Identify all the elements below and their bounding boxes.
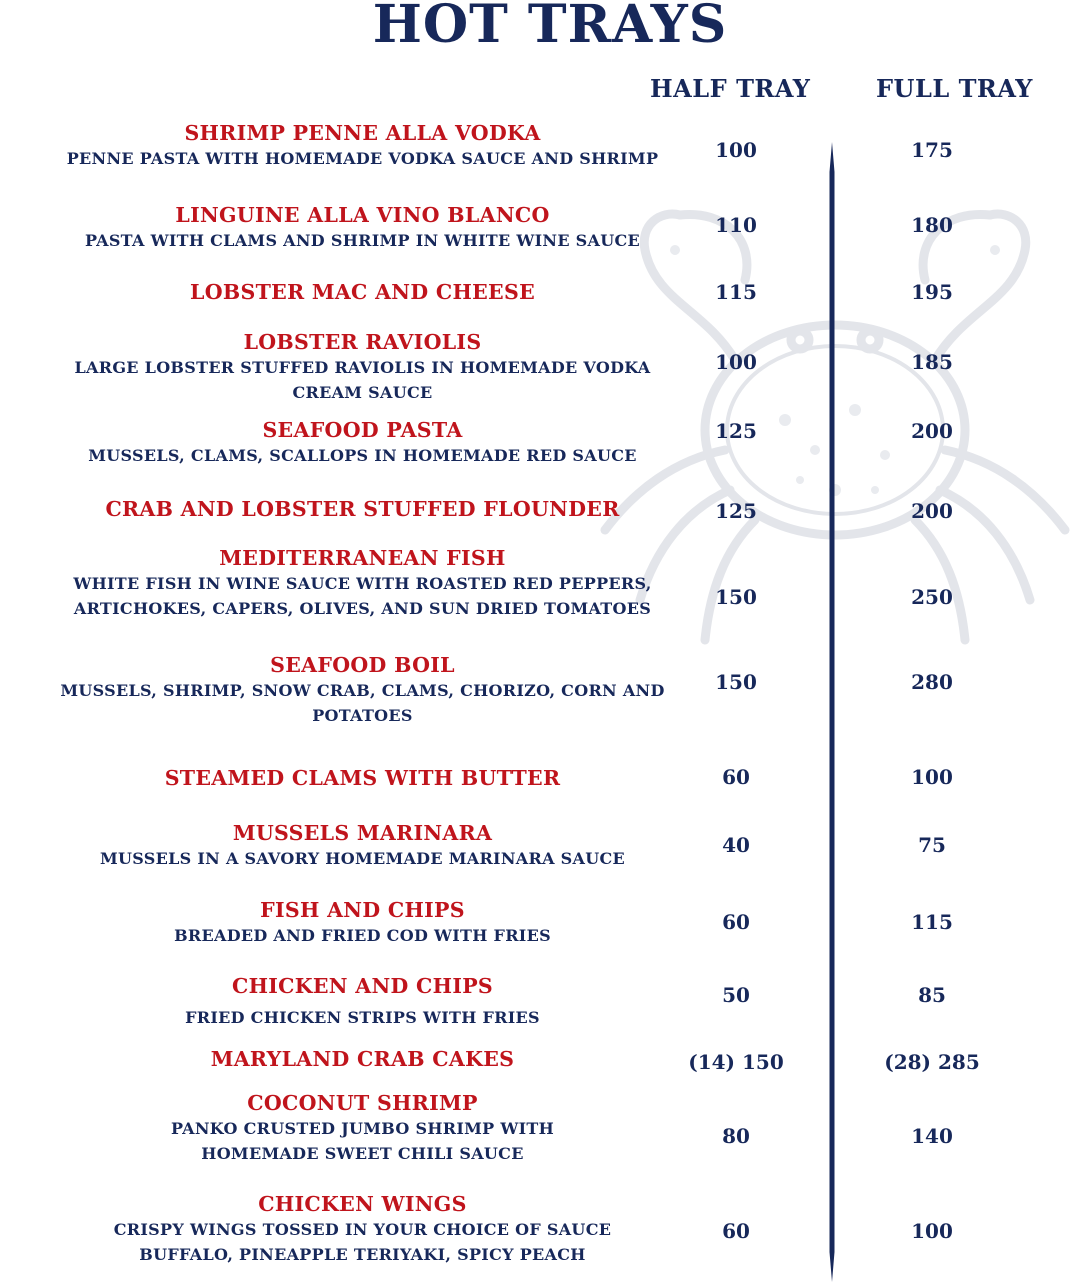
menu-item: [40, 897, 685, 948]
half-tray-price: 115: [715, 280, 757, 304]
item-name: SHRIMP PENNE ALLA VODKA: [184, 121, 541, 145]
item-name: MUSSELS MARINARA: [232, 821, 493, 845]
menu-item: [40, 765, 685, 791]
half-tray-header: HALF TRAY: [650, 74, 811, 103]
item-name: MEDITERRANEAN FISH: [219, 546, 506, 570]
full-tray-price: 200: [911, 499, 953, 523]
item-description: MUSSELS, SHRIMP, SNOW CRAB, CLAMS, CHORIZO, CORN AND POTATOES: [60, 681, 665, 725]
menu-item: [40, 545, 685, 621]
half-tray-price: 40: [722, 833, 750, 857]
menu-item: [40, 496, 685, 522]
column-divider: [829, 142, 835, 1282]
full-tray-price: 175: [911, 138, 953, 162]
menu-item: [40, 652, 685, 728]
item-name: MARYLAND CRAB CAKES: [210, 1047, 515, 1071]
item-description: MUSSELS IN A SAVORY HOMEMADE MARINARA SAUCE: [99, 849, 626, 868]
half-tray-price: 110: [715, 213, 757, 237]
menu-item: [40, 1046, 685, 1072]
half-tray-price: 125: [715, 499, 757, 523]
item-name: STEAMED CLAMS WITH BUTTER: [164, 766, 561, 790]
half-tray-price: 150: [715, 585, 757, 609]
full-tray-price: 100: [911, 765, 953, 789]
item-description: CRISPY WINGS TOSSED IN YOUR CHOICE OF SAUCE BUFFALO, PINEAPPLE TERIYAKI, SPICY PEACH: [113, 1220, 612, 1264]
item-description: MUSSELS, CLAMS, SCALLOPS IN HOMEMADE RED SAUCE: [88, 446, 637, 465]
item-name: CRAB AND LOBSTER STUFFED FLOUNDER: [105, 497, 620, 521]
menu-item: [40, 417, 685, 468]
item-name: CHICKEN WINGS: [258, 1192, 467, 1216]
half-tray-price: 60: [722, 765, 750, 789]
menu-item: [40, 120, 685, 171]
full-tray-price: 195: [911, 280, 953, 304]
menu-item: [40, 1090, 685, 1166]
item-description: FRIED CHICKEN STRIPS WITH FRIES: [185, 1008, 540, 1027]
item-name: COCONUT SHRIMP: [247, 1091, 478, 1115]
page-title: HOT TRAYS: [372, 0, 728, 55]
full-tray-price: 185: [911, 350, 953, 374]
half-tray-price: 125: [715, 419, 757, 443]
item-description: WHITE FISH IN WINE SAUCE WITH ROASTED RED PEPPERS, ARTICHOKES, CAPERS, OLIVES, AND SUN DRIED TOMATOES: [73, 574, 652, 618]
item-name: FISH AND CHIPS: [260, 898, 465, 922]
menu-item: [40, 329, 685, 405]
full-tray-price: 85: [918, 983, 946, 1007]
full-tray-price: 140: [911, 1124, 953, 1148]
item-description: PANKO CRUSTED JUMBO SHRIMP WITH HOMEMADE SWEET CHILI SAUCE: [170, 1119, 555, 1163]
half-tray-price: (14) 150: [688, 1050, 784, 1074]
full-tray-price: 200: [911, 419, 953, 443]
item-description: PENNE PASTA WITH HOMEMADE VODKA SAUCE AND SHRIMP: [66, 149, 659, 168]
full-tray-header: FULL TRAY: [876, 74, 1033, 103]
full-tray-price: 115: [911, 910, 953, 934]
full-tray-price: 250: [911, 585, 953, 609]
half-tray-price: 100: [715, 138, 757, 162]
menu-item: [40, 820, 685, 871]
full-tray-price: 180: [911, 213, 953, 237]
full-tray-price: 280: [911, 670, 953, 694]
item-description: LARGE LOBSTER STUFFED RAVIOLIS IN HOMEMADE VODKA CREAM SAUCE: [74, 358, 651, 402]
menu-item: [40, 279, 685, 305]
item-name: SEAFOOD PASTA: [262, 418, 463, 442]
item-name: LINGUINE ALLA VINO BLANCO: [175, 203, 550, 227]
menu-item: [40, 1191, 685, 1267]
item-name: LOBSTER MAC AND CHEESE: [189, 280, 536, 304]
full-tray-price: 100: [911, 1219, 953, 1243]
menu-item: [40, 202, 685, 253]
half-tray-price: 80: [722, 1124, 750, 1148]
half-tray-price: 60: [722, 910, 750, 934]
half-tray-price: 60: [722, 1219, 750, 1243]
full-tray-price: 75: [918, 833, 946, 857]
item-name: LOBSTER RAVIOLIS: [243, 330, 482, 354]
menu-item: [40, 973, 685, 1030]
half-tray-price: 100: [715, 350, 757, 374]
full-tray-price: (28) 285: [884, 1050, 980, 1074]
item-name: SEAFOOD BOIL: [270, 653, 455, 677]
item-description: BREADED AND FRIED COD WITH FRIES: [174, 926, 551, 945]
item-description: PASTA WITH CLAMS AND SHRIMP IN WHITE WINE SAUCE: [84, 231, 641, 250]
item-name: CHICKEN AND CHIPS: [231, 974, 494, 998]
half-tray-price: 50: [722, 983, 750, 1007]
half-tray-price: 150: [715, 670, 757, 694]
